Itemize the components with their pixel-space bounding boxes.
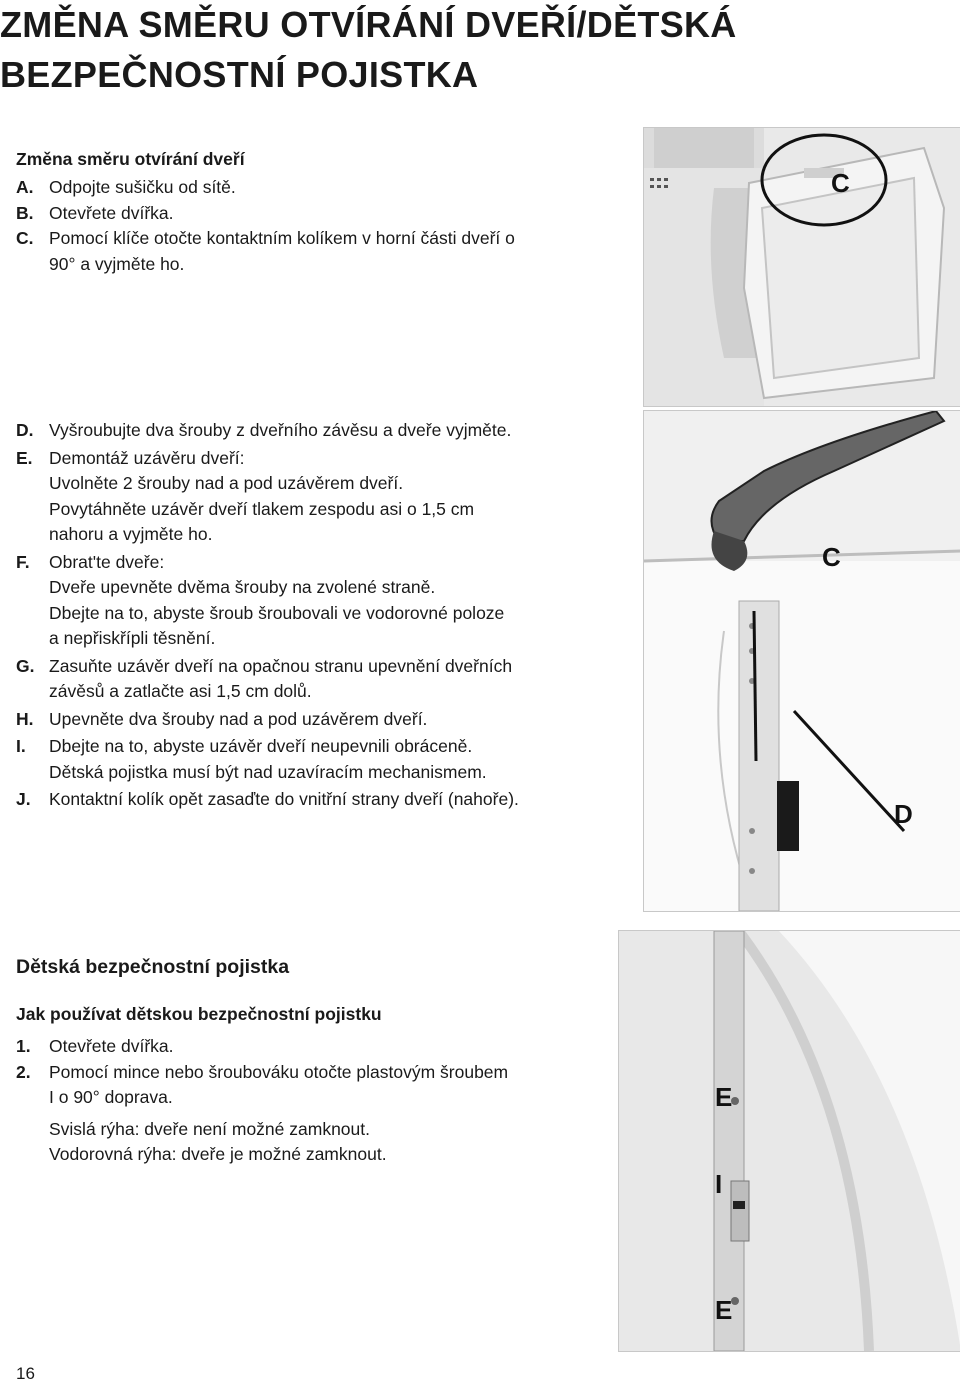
- page-number: 16: [16, 1364, 35, 1383]
- step-d: [16, 418, 626, 444]
- child-lock-step-1: [16, 1034, 626, 1060]
- step-h: [16, 707, 626, 733]
- page-title: [0, 0, 900, 100]
- step-text: Demontáž uzávěru dveří: Uvolněte 2 šrouby nad a pod uzávěrem dveří. Povytáhněte uzávěr dveří tlakem zespodu asi o 1,5 cm nahoru a vyjměte ho.: [49, 447, 475, 544]
- step-text: Vyšroubujte dva šrouby z dveřního závěsu a dveře vyjměte.: [49, 420, 512, 440]
- step-text: Obrat'te dveře: Dveře upevněte dvěma šrouby na zvolené straně. Dbejte na to, abyste šroub šroubovali ve vodorovné poloze a nepřiskřípli těsnění.: [49, 551, 505, 648]
- step-text: Pomocí klíče otočte kontaktním kolíkem v horní části dveří o 90° a vyjměte ho.: [49, 228, 515, 274]
- step-letter: F.: [16, 551, 30, 572]
- step-letter: B.: [16, 202, 34, 223]
- step-j: [16, 787, 626, 813]
- step-number: 2.: [16, 1061, 31, 1082]
- step-f: [16, 550, 626, 652]
- page-title-line-1: ZMĚNA SMĚRU OTVÍRÁNÍ DVEŘÍ/DĚTSKÁ: [0, 4, 737, 45]
- child-lock-heading: Jak používat dětskou bezpečnostní pojistku: [16, 1004, 382, 1024]
- child-lock-title: Dětská bezpečnostní pojistka: [16, 956, 290, 978]
- child-lock-illustration: [619, 931, 960, 1351]
- step-b: [16, 201, 626, 227]
- label-e-top: E: [715, 1082, 733, 1112]
- step-letter: I.: [16, 736, 26, 756]
- step-text: Otevřete dvířka.: [49, 202, 174, 223]
- dryer-illustration: [644, 128, 960, 406]
- child-lock-step-2: [16, 1060, 626, 1111]
- label-c-photo1: C: [831, 168, 850, 198]
- note-vertical: Svislá rýha: dveře není možné zamknout.: [49, 1118, 370, 1139]
- label-i: I: [715, 1169, 723, 1199]
- step-letter: A.: [16, 177, 34, 197]
- child-lock-section: [16, 1002, 626, 1168]
- note-horizontal: Vodorovná rýha: dveře je možné zamknout.: [49, 1144, 387, 1164]
- photo-child-lock: [618, 930, 960, 1352]
- step-text: Pomocí mince nebo šroubováku otočte plastovým šroubem I o 90° doprava.: [49, 1061, 509, 1107]
- step-letter: G.: [16, 655, 35, 676]
- door-reversal-intro: [16, 147, 626, 277]
- photo-dryer-open-door: [643, 127, 960, 407]
- door-reversal-heading: Změna směru otvírání dveří: [16, 149, 245, 169]
- label-c-photo2: C: [822, 542, 841, 572]
- step-c: [16, 226, 626, 277]
- label-e-bottom: E: [715, 1295, 733, 1325]
- step-g: [16, 654, 626, 705]
- step-a: [16, 175, 626, 201]
- step-text: Dbejte na to, abyste uzávěr dveří neupevnili obráceně. Dětská pojistka musí být nad uzavíracím mechanismem.: [49, 736, 487, 782]
- step-text: Odpojte sušičku od sítě.: [49, 177, 236, 197]
- hinge-illustration: [644, 411, 960, 911]
- step-text: Upevněte dva šrouby nad a pod uzávěrem dveří.: [49, 708, 428, 729]
- step-e: [16, 446, 626, 548]
- step-letter: C.: [16, 228, 34, 248]
- step-text: Zasuňte uzávěr dveří na opačnou stranu upevnění dveřních závěsů a zatlačte asi 1,5 cm dolů.: [49, 655, 513, 701]
- step-letter: J.: [16, 789, 31, 809]
- step-letter: E.: [16, 447, 33, 468]
- photo-wrench-hinge: [643, 410, 960, 912]
- page-title-line-2: BEZPEČNOSTNÍ POJISTKA: [0, 54, 479, 95]
- label-d-photo2: D: [894, 799, 913, 829]
- step-letter: H.: [16, 708, 34, 729]
- step-text: Otevřete dvířka.: [49, 1036, 174, 1056]
- step-text: Kontaktní kolík opět zasaďte do vnitřní strany dveří (nahoře).: [49, 789, 519, 809]
- child-lock-notes: [16, 1117, 626, 1168]
- door-reversal-steps: [16, 418, 626, 813]
- step-letter: D.: [16, 420, 34, 440]
- step-i: [16, 734, 626, 785]
- step-number: 1.: [16, 1036, 31, 1056]
